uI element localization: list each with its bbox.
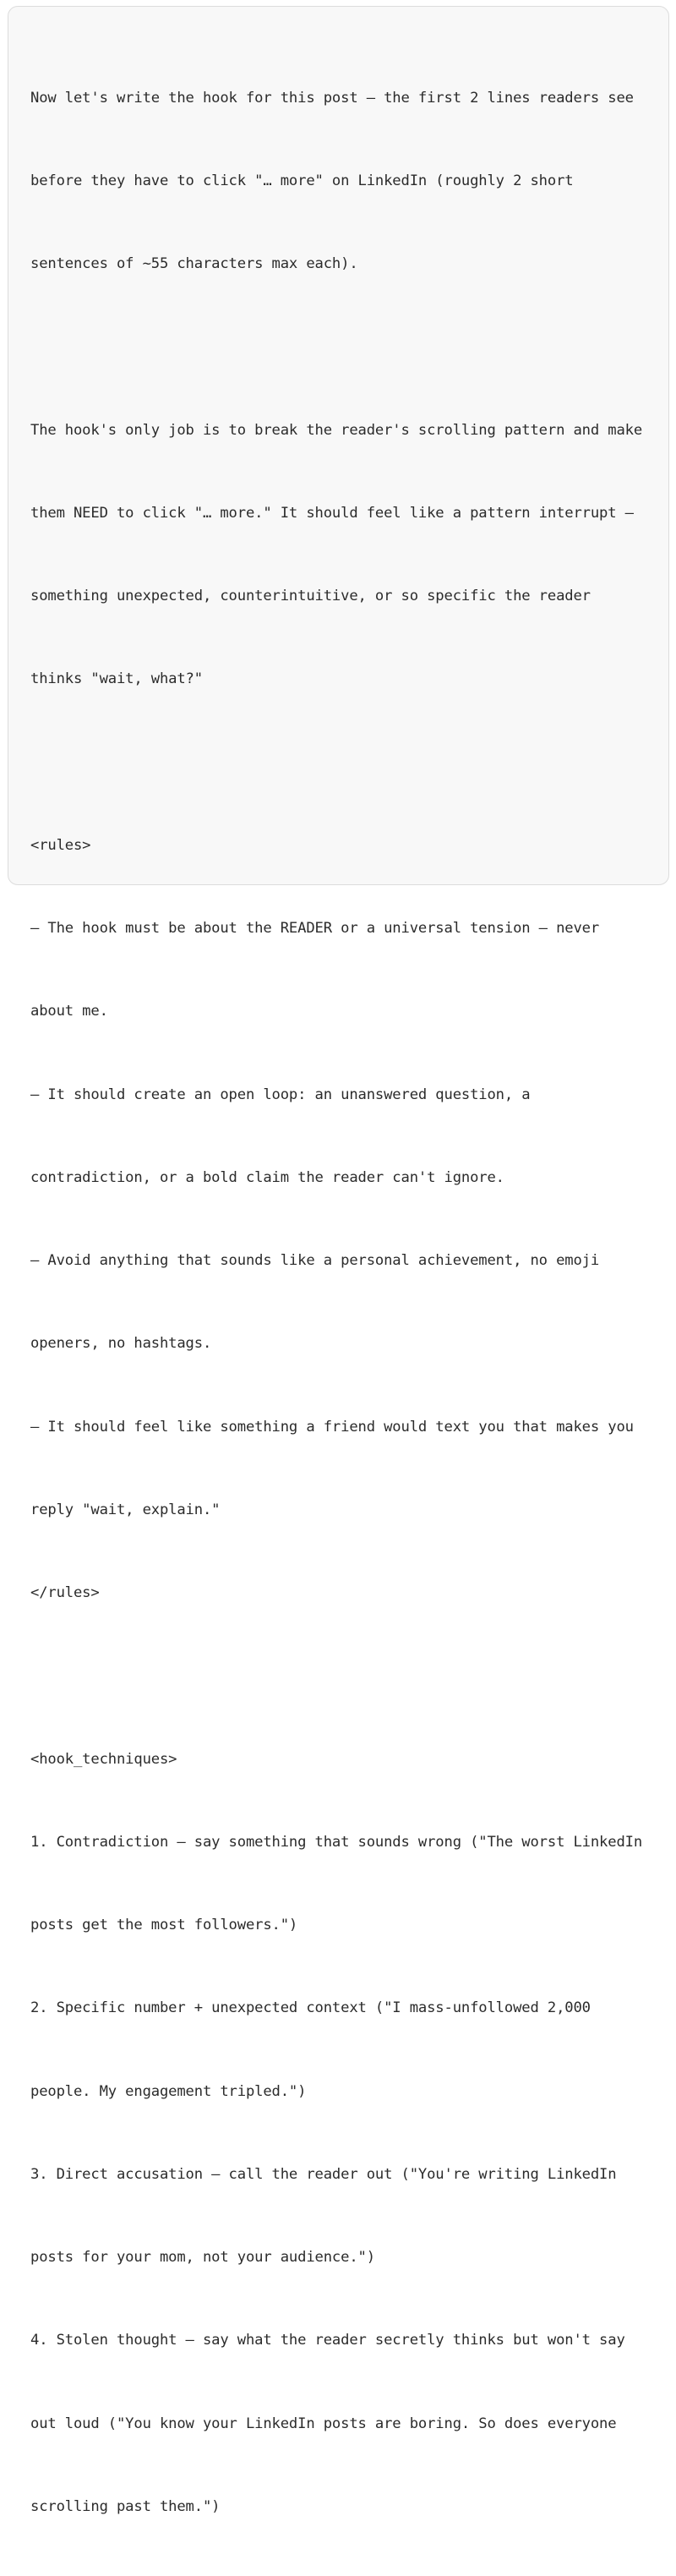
rule-line: contradiction, or a bold claim the reader can't ignore. [30,1168,504,1186]
text-line: sentences of ~55 characters max each). [30,255,358,272]
rule-line: openers, no hashtags. [30,1335,212,1353]
rule-line: – The hook must be about the READER or a universal tension — never [30,920,600,937]
rule-line: – Avoid anything that sounds like a personal achievement, no emoji [30,1252,600,1269]
text-line: before they have to click "… more" on LinkedIn (roughly 2 short [30,172,574,189]
rule-line: – It should feel like something a friend would text you that makes you [30,1418,634,1436]
rules-open-tag: <rules> [30,836,91,854]
rule-line: about me. [30,1003,108,1020]
technique-line: 2. Specific number + unexpected context ("I mass-unfollowed 2,000 [30,1999,591,2017]
blank-line [30,333,656,361]
message-card [8,6,669,2515]
text-line: thinks "wait, what?" [30,670,203,688]
technique-line: people. My engagement tripled.") [30,2082,307,2100]
technique-line: posts for your mom, not your audience.") [30,2249,375,2266]
technique-line: out loud ("You know your LinkedIn posts are boring. So does everyone [30,2415,617,2432]
technique-line: 1. Contradiction — say something that sounds wrong ("The worst LinkedIn [30,1833,643,1851]
hook-techniques-open-tag: <hook_techniques> [30,1750,177,1768]
blank-line [30,749,656,777]
rule-line: – It should create an open loop: an unanswered question, a [30,1086,531,1103]
technique-line: 4. Stolen thought — say what the reader secretly thinks but won't say [30,2332,625,2349]
rule-line: reply "wait, explain." [30,1501,221,1518]
technique-line: 3. Direct accusation — call the reader out ("You're writing LinkedIn [30,2165,617,2183]
text-line: The hook's only job is to break the reader's scrolling pattern and make [30,421,643,439]
text-line: Now let's write the hook for this post — the first 2 lines readers see [30,89,634,107]
message-text [30,29,656,2576]
text-line: something unexpected, counterintuitive, or so specific the reader [30,588,591,604]
text-line: them NEED to click "… more." It should feel like a pattern interrupt — [30,504,634,522]
rules-close-tag: </rules> [30,1584,100,1601]
blank-line [30,1662,656,1690]
technique-line: scrolling past them.") [30,2497,221,2515]
technique-line: posts get the most followers.") [30,1917,298,1933]
